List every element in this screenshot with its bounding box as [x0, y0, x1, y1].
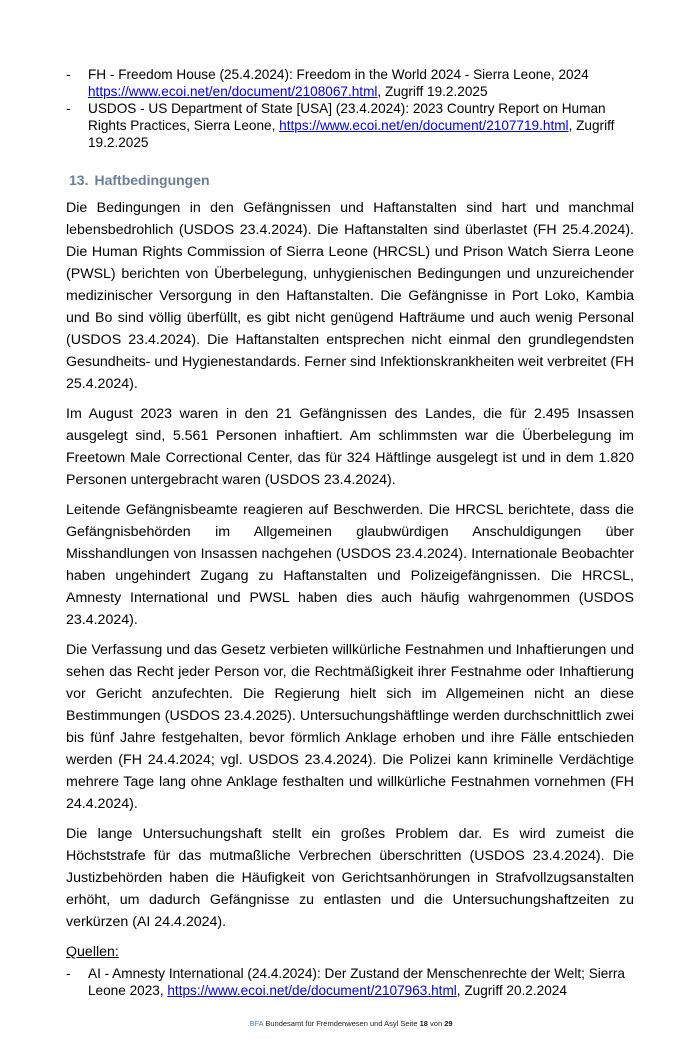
bottom-source-list: [66, 965, 634, 999]
source-item: - AI - Amnesty International (24.4.2024): Der Zustand der Menschenrechte der Welt; Sierra Leone 2023, https://www.ecoi.net/de/document/2107963.html, Zugriff 20.2.2024: [66, 966, 625, 998]
page-total: 29: [444, 1019, 453, 1028]
bfa-logo: .BFA: [247, 1019, 264, 1028]
paragraph: Leitende Gefängnisbeamte reagieren auf Beschwerden. Die HRCSL berichtete, dass die Gefängnisbehörden im Allgemeinen glaubwürdigen Anschuldigungen über Misshandlungen von Insassen nachgehen (USDOS 23.4.2024). Internationale Beobachter haben ungehindert Zugang zu Haftanstalten und Polizeigefängnissen. Die HRCSL, Amnesty International und PWSL haben dies auch häufig wahrgenommen (USDOS 23.4.2024).: [66, 502, 634, 628]
page-number: 18: [419, 1019, 428, 1028]
paragraph: Die lange Untersuchungshaft stellt ein großes Problem dar. Es wird zumeist die Höchststrafe für das mutmaßliche Verbrechen überschritten (USDOS 23.4.2024). Die Justizbehörden haben die Häufigkeit von Gerichtsanhörungen in Strafvollzugsanstalten erhöht, um dadurch Gefängnisse zu entlasten und die Untersuchungshaftzeiten zu verkürzen (AI 24.4.2024).: [66, 826, 634, 930]
section-heading: 13. Haftbedingungen: [69, 172, 210, 188]
document-page: [66, 0, 634, 999]
page-footer: .BFA Bundesamt für Fremdenwesen und Asyl Seite 18 von 29: [247, 1019, 453, 1028]
paragraph: Die Verfassung und das Gesetz verbieten willkürliche Festnahmen und Inhaftierungen und sehen das Recht jeder Person vor, die Rechtmäßigkeit ihrer Festnahme oder Inhaftierung vor Gericht anzufechten. Die Regierung hielt sich im Allgemeinen nicht an diese Bestimmungen (USDOS 23.4.2025). Untersuchungshäftlinge werden durchschnittlich zwei bis fünf Jahre festgehalten, bevor förmlich Anklage erhoben und ihre Fälle entschieden werden (FH 24.4.2024; vgl. USDOS 23.4.2024). Die Polizei kann kriminelle Verdächtige mehrere Tage lang ohne Anklage festhalten und willkürliche Festnahmen vornehmen (FH 24.4.2024).: [66, 642, 634, 812]
source-item: - USDOS - US Department of State [USA] (23.4.2024): 2023 Country Report on Human Rights Practices, Sierra Leone, https://www.ecoi.net/en/document/2107719.html, Zugriff 19.2.2025: [66, 101, 615, 150]
source-link[interactable]: https://www.ecoi.net/en/document/2108067.html: [88, 84, 378, 99]
sources-label: Quellen:: [66, 944, 119, 960]
top-source-list: [66, 66, 634, 151]
source-item: - FH - Freedom House (25.4.2024): Freedom in the World 2024 - Sierra Leone, 2024 https://www.ecoi.net/en/document/2108067.html, Zugriff 19.2.2025: [66, 67, 589, 99]
source-link[interactable]: https://www.ecoi.net/de/document/2107963.html: [167, 983, 457, 998]
paragraph: Die Bedingungen in den Gefängnissen und Haftanstalten sind hart und manchmal lebensbedrohlich (USDOS 23.4.2024). Die Haftanstalten sind überlastet (FH 25.4.2024). Die Human Rights Commission of Sierra Leone (HRCSL) und Prison Watch Sierra Leone (PWSL) berichten von Überbelegung, unhygienischen Bedingungen und unzureichender medizinischer Versorgung in den Haftanstalten. Die Gefängnisse in Port Loko, Kambia und Bo sind völlig überfüllt, es gibt nicht genügend Hafträume und auch wenig Personal (USDOS 23.4.2024). Die Haftanstalten entsprechen nicht einmal den grundlegendsten Gesundheits- und Hygienestandards. Ferner sind Infektionskrankheiten weit verbreitet (FH 25.4.2024).: [66, 200, 634, 392]
paragraph: Im August 2023 waren in den 21 Gefängnissen des Landes, die für 2.495 Insassen ausgelegt sind, 5.561 Personen inhaftiert. Am schlimmsten war die Überbelegung im Freetown Male Correctional Center, das für 324 Häftlinge ausgelegt ist und in dem 1.820 Personen untergebracht waren (USDOS 23.4.2024).: [66, 406, 634, 488]
source-link[interactable]: https://www.ecoi.net/en/document/2107719.html: [279, 118, 569, 133]
